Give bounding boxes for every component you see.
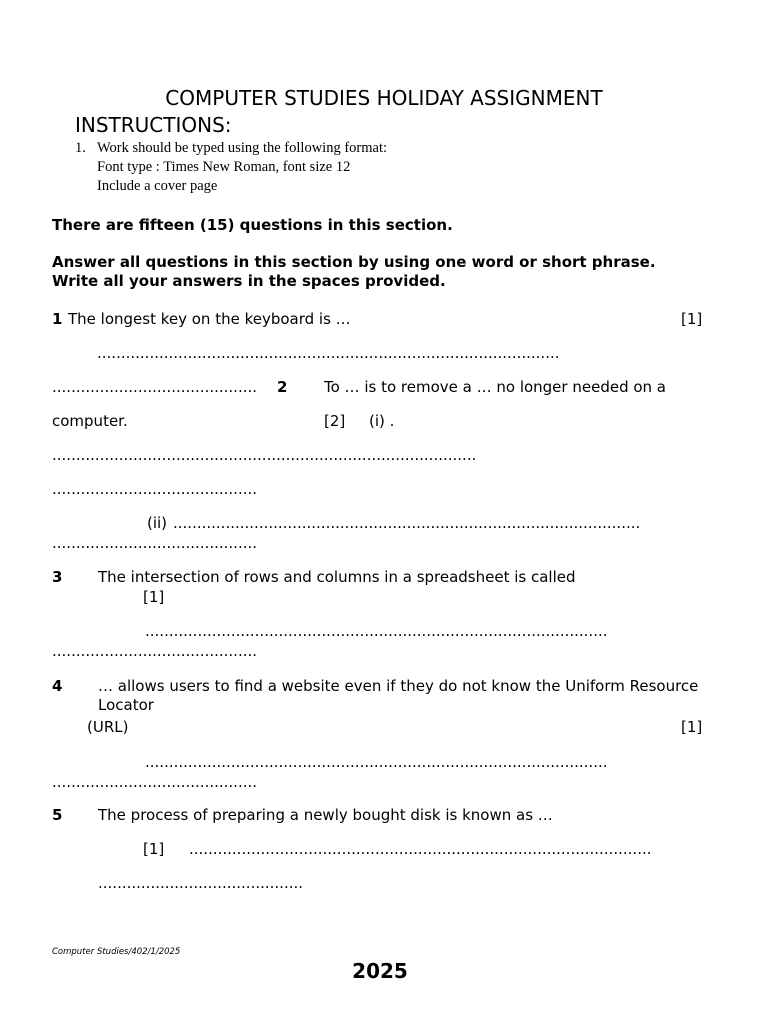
marks-label: [2]	[324, 412, 346, 430]
instructions-heading: INSTRUCTIONS:	[75, 113, 232, 137]
footer-year: 2025	[352, 959, 408, 983]
answer-line: .................................................................................................	[189, 840, 652, 858]
question-text: computer.	[52, 412, 128, 430]
answer-line: ..................................................................................................	[173, 514, 641, 532]
section-directions: Write all your answers in the spaces provided.	[52, 272, 446, 290]
instruction-line: Work should be typed using the following format:	[97, 140, 387, 156]
question-text: Locator	[98, 696, 154, 714]
question-text: (URL)	[87, 718, 129, 736]
question-text: The intersection of rows and columns in a spreadsheet is called	[98, 568, 576, 586]
part-label: (ii)	[147, 514, 168, 532]
answer-line: ...........................................	[52, 480, 258, 498]
marks-label: [1]	[681, 718, 703, 736]
marks-label: [1]	[681, 310, 703, 328]
answer-line: ...........................................	[52, 642, 258, 660]
question-count-note: There are fifteen (15) questions in this section.	[52, 216, 453, 234]
answer-line: .................................................................................................	[145, 753, 608, 771]
question-text: The process of preparing a newly bought disk is known as …	[98, 806, 553, 824]
answer-line: ...........................................	[52, 534, 258, 552]
question-text: The longest key on the keyboard is …	[68, 310, 351, 328]
marks-label: [1]	[143, 840, 165, 858]
instruction-line: Include a cover page	[97, 178, 218, 194]
marks-label: [1]	[143, 588, 165, 606]
question-number: 2	[277, 378, 288, 396]
answer-line: .................................................................................................	[97, 344, 560, 362]
answer-line: ...........................................	[52, 378, 258, 396]
question-text: To … is to remove a … no longer needed on a	[324, 378, 666, 396]
question-number: 1	[52, 310, 63, 328]
answer-line: .........................................................................................	[52, 446, 477, 464]
answer-line: ...........................................	[52, 773, 258, 791]
footer-code: Computer Studies/402/1/2025	[52, 947, 181, 957]
document-title: COMPUTER STUDIES HOLIDAY ASSIGNMENT	[165, 86, 603, 110]
instruction-line: Font type : Times New Roman, font size 12	[97, 159, 351, 175]
question-number: 5	[52, 806, 63, 824]
question-text: … allows users to find a website even if they do not know the Uniform Resource	[98, 677, 699, 695]
question-number: 3	[52, 568, 63, 586]
answer-line: .................................................................................................	[145, 622, 608, 640]
section-directions: Answer all questions in this section by using one word or short phrase.	[52, 253, 656, 271]
answer-line: ...........................................	[98, 874, 304, 892]
question-number: 4	[52, 677, 63, 695]
part-label: (i) .	[369, 412, 395, 430]
instruction-number: 1.	[75, 140, 86, 156]
